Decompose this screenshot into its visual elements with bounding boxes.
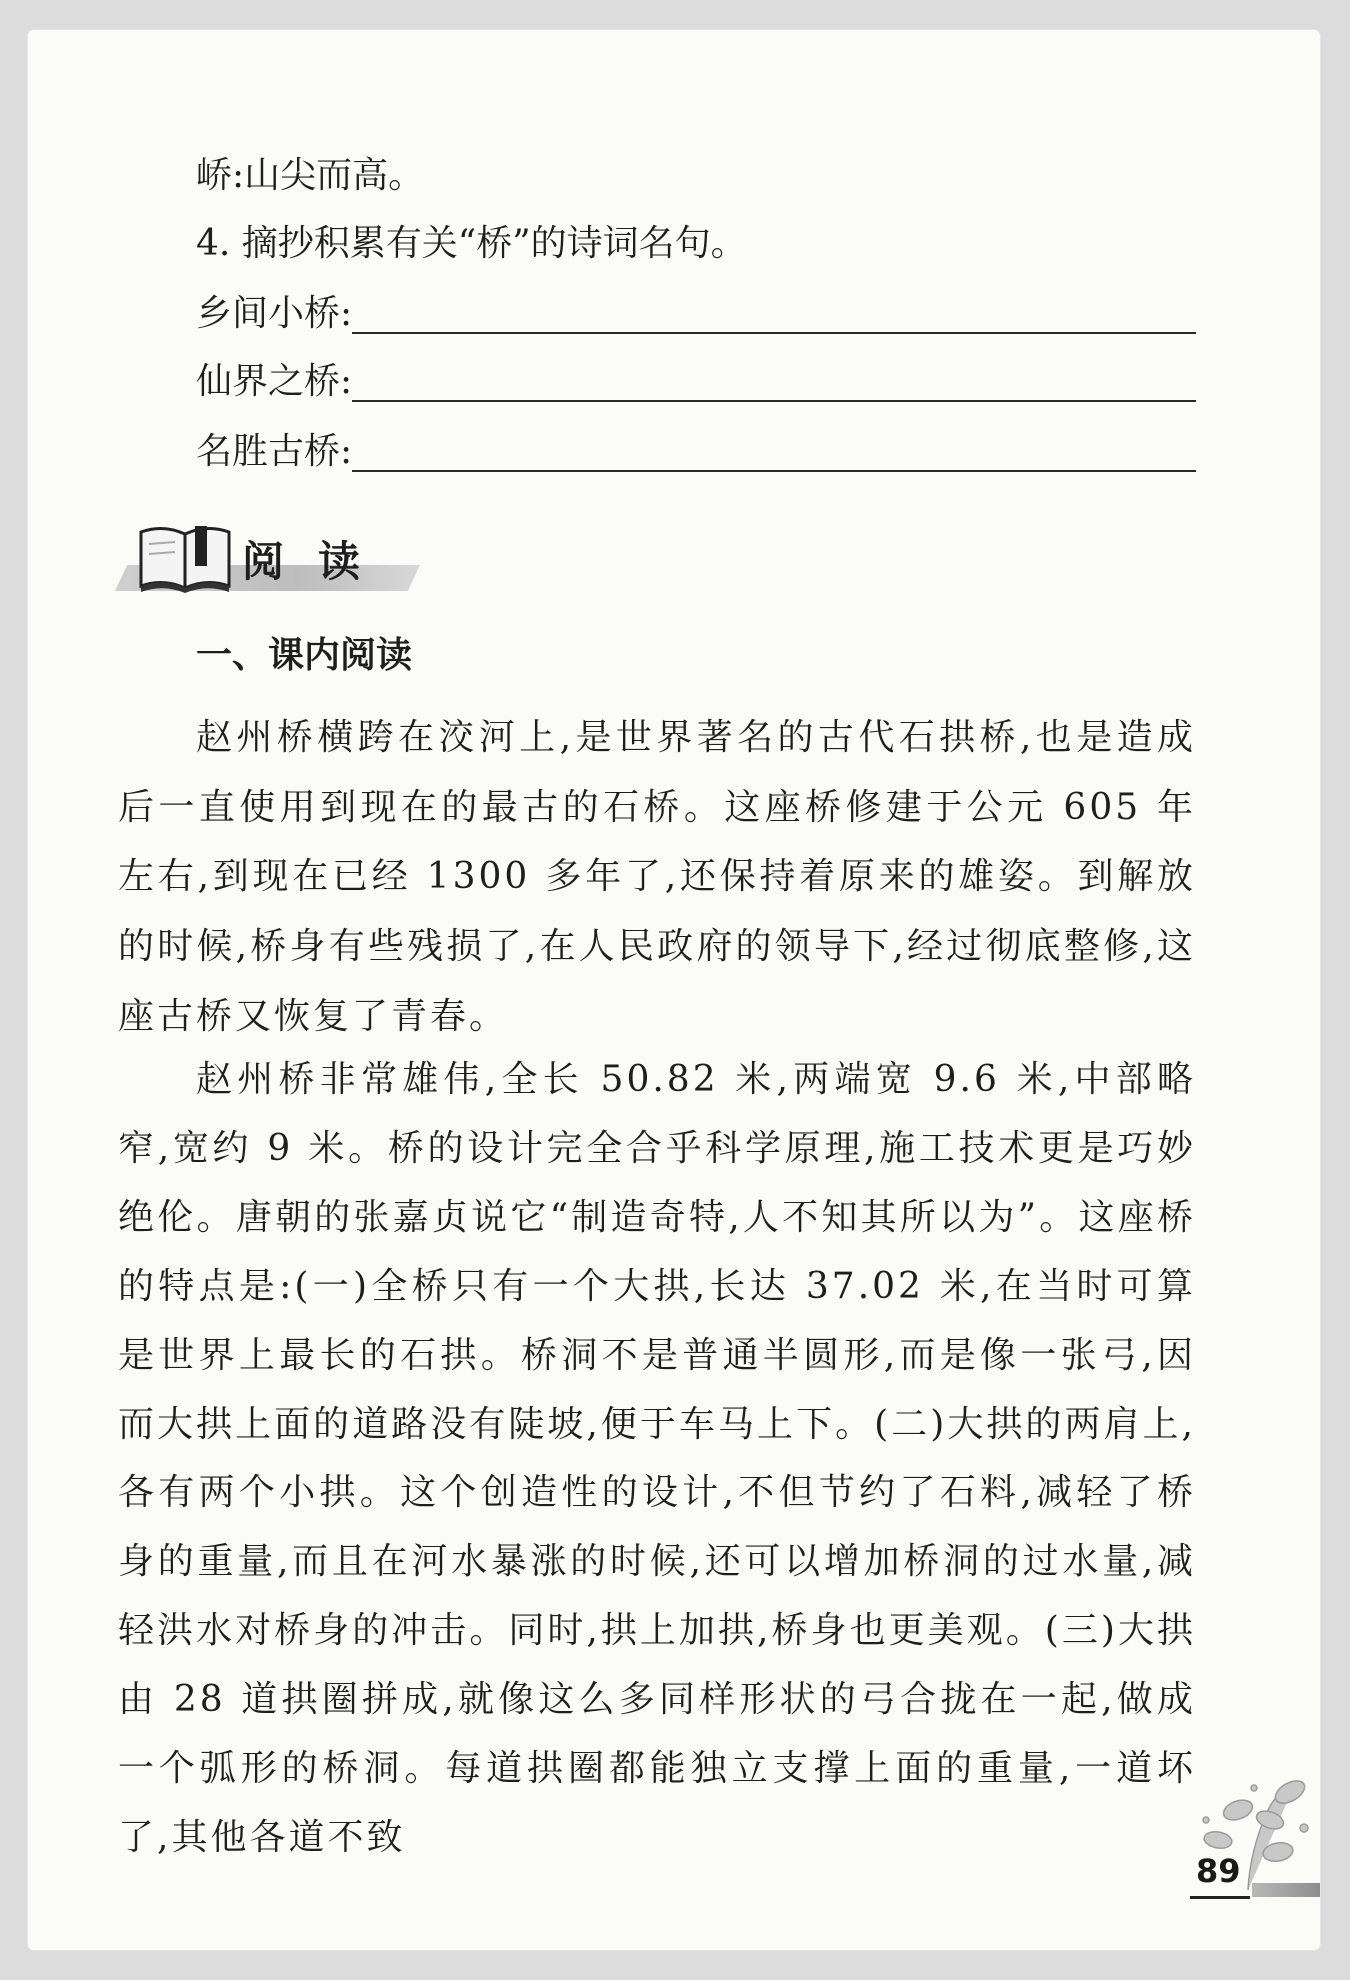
paragraph-1: 赵州桥横跨在洨河上,是世界著名的古代石拱桥,也是造成后一直使用到现在的最古的石桥。这座桥修建于公元 605 年左右,到现在已经 1300 多年了,还保持着原来的雄姿。到解放的时候,桥身有些残损了,在人民政府的领导下,经过彻底整修,这座古桥又恢复了青春。 bbox=[118, 717, 1196, 1037]
fill-row-famous-bridge bbox=[196, 428, 1196, 476]
fill-row-fairy-bridge bbox=[196, 358, 1196, 406]
page-number: 89 bbox=[1196, 1852, 1241, 1890]
fill-label: 乡间小桥: bbox=[196, 293, 353, 334]
page-number-bar bbox=[1252, 1883, 1320, 1897]
answer-blank[interactable] bbox=[352, 469, 1196, 472]
answer-blank[interactable] bbox=[352, 399, 1196, 402]
answer-blank[interactable] bbox=[352, 331, 1196, 334]
fill-label: 仙界之桥: bbox=[196, 361, 353, 402]
page-number-underline bbox=[1190, 1896, 1250, 1899]
section-title: 阅读 bbox=[242, 537, 395, 586]
subsection-title: 一、课内阅读 bbox=[196, 635, 413, 676]
open-book-icon bbox=[135, 522, 235, 594]
fill-row-rural-bridge bbox=[196, 290, 1196, 338]
task-4-instruction: 4. 摘抄积累有关“桥”的诗词名句。 bbox=[196, 223, 747, 264]
definition-line: 峤:山尖而高。 bbox=[196, 155, 425, 196]
paragraph-2: 赵州桥非常雄伟,全长 50.82 米,两端宽 9.6 米,中部略窄,宽约 9 米。桥的设计完全合乎科学原理,施工技术更是巧妙绝伦。唐朝的张嘉贞说它“制造奇特,人不知其所以为”。这座桥的特点是:(一)全桥只有一个大拱,长达 37.02 米,在当时可算是世界上最长的石拱。桥洞不是普通半圆形,而是像一张弓,因而大拱上面的道路没有陡坡,便于车马上下。(二)大拱的两肩上,各有两个小拱。这个创造性的设计,不但节约了石料,减轻了桥身的重量,而且在河水暴涨的时候,还可以增加桥洞的过水量,减轻洪水对桥身的冲击。同时,拱上加拱,桥身也更美观。(三)大拱由 28 道拱圈拼成,就像这么多同样形状的弓合拢在一起,做成一个弧形的桥洞。每道拱圈都能独立支撑上面的重量,一道坏了,其他各道不致 bbox=[118, 1059, 1196, 1858]
fill-label: 名胜古桥: bbox=[196, 431, 353, 472]
